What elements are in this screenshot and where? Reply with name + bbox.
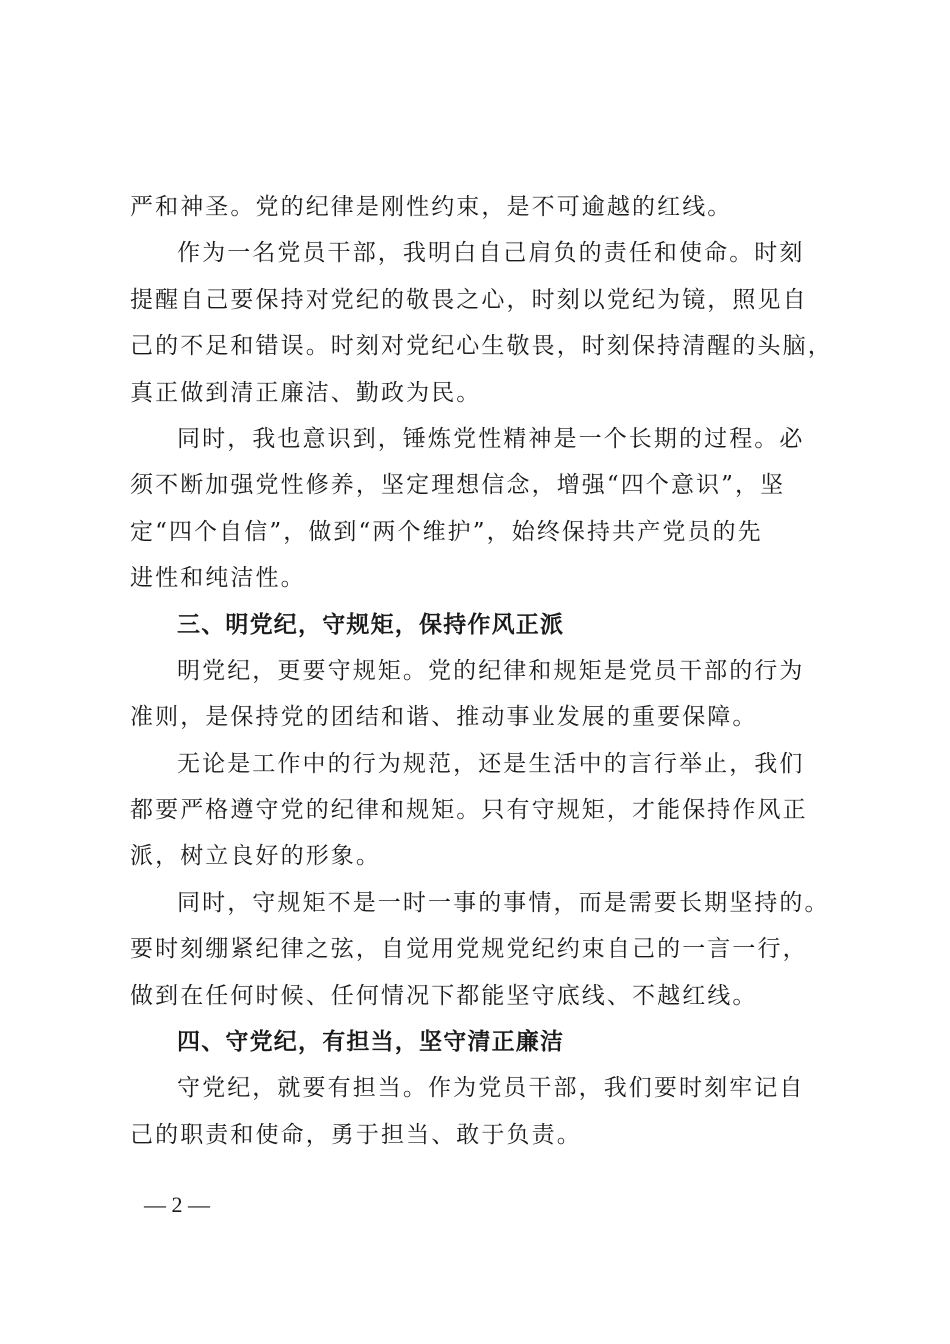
paragraph-line: 同时，我也意识到，锤炼党性精神是一个长期的过程。必 — [177, 425, 805, 452]
paragraph-line: 要时刻绷紧纪律之弦，自觉用党规党纪约束自己的一言一行， — [130, 936, 808, 963]
paragraph-line: 定“四个自信”，做到“两个维护”，始终保持共产党员的先 — [130, 518, 763, 545]
paragraph-line: 无论是工作中的行为规范，还是生活中的言行举止，我们 — [177, 750, 805, 777]
paragraph-line: 严和神圣。党的纪律是刚性约束，是不可逾越的红线。 — [130, 194, 733, 220]
section-heading: 三、明党纪，守规矩，保持作风正派 — [177, 611, 565, 638]
paragraph-line: 做到在任何时候、任何情况下都能坚守底线、不越红线。 — [130, 982, 758, 1009]
paragraph-line: 派，树立良好的形象。 — [130, 843, 381, 870]
paragraph-line: 提醒自己要保持对党纪的敬畏之心，时刻以党纪为镜，照见自 — [130, 286, 808, 313]
document-body — [130, 184, 833, 1158]
paragraph-line: 都要严格遵守党的纪律和规矩。只有守规矩，才能保持作风正 — [130, 797, 808, 824]
paragraph-line: 守党纪，就要有担当。作为党员干部，我们要时刻牢记自 — [177, 1075, 805, 1102]
paragraph-line: 作为一名党员干部，我明白自己肩负的责任和使命。时刻 — [177, 240, 805, 267]
paragraph-line: 准则，是保持党的团结和谐、推动事业发展的重要保障。 — [130, 704, 758, 731]
section-heading: 四、守党纪，有担当，坚守清正廉洁 — [177, 1029, 565, 1056]
paragraph-line: 己的职责和使命，勇于担当、敢于负责。 — [130, 1121, 582, 1148]
paragraph-line: 须不断加强党性修养，坚定理想信念，增强“四个意识”，坚 — [130, 472, 786, 499]
page-number: — 2 — — [144, 1192, 210, 1217]
paragraph-line: 己的不足和错误。时刻对党纪心生敬畏，时刻保持清醒的头脑， — [130, 333, 833, 360]
paragraph-line: 真正做到清正廉洁、勤政为民。 — [130, 379, 482, 406]
paragraph-line: 同时，守规矩不是一时一事的事情，而是需要长期坚持的。 — [177, 889, 830, 916]
paragraph-line: 明党纪，更要守规矩。党的纪律和规矩是党员干部的行为 — [177, 657, 805, 684]
paragraph-line: 进性和纯洁性。 — [130, 565, 306, 592]
